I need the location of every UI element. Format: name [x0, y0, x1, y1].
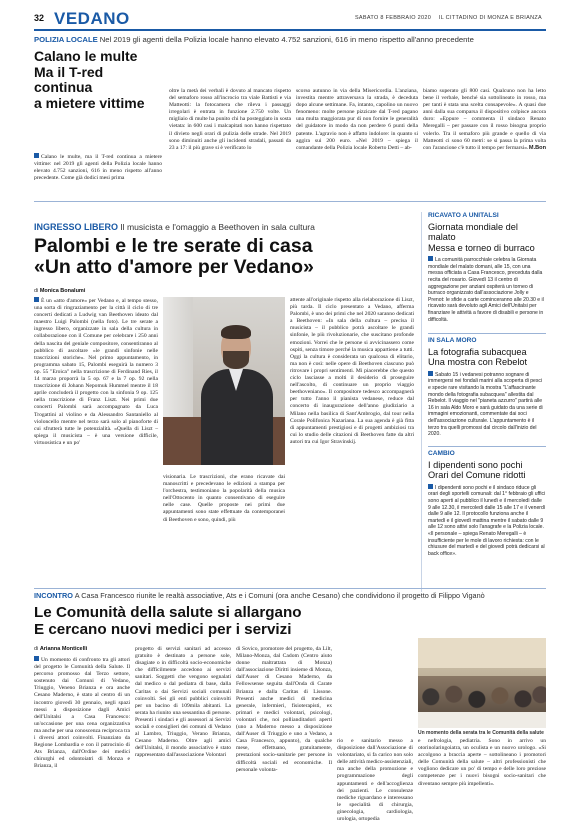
sidebar-kicker: CAMBIO [428, 450, 455, 457]
meeting-photo [418, 638, 546, 728]
sidebar-item [428, 337, 546, 438]
article1-kicker: POLIZIA LOCALE [34, 35, 98, 44]
article2-headline [34, 236, 414, 278]
headline-line: Giornata mondiale del malato [428, 222, 518, 243]
article1-signature: M.Bon [528, 144, 546, 151]
article1-col3: scorso autunno in via della Misericordia. L'anziana, investita mentre attraversava la strada, è deceduta dopo alcune settimane. Fa, intanto, capolino un nuovo fenomeno: molte persone pizzicate dal T-red pagano una multa maggiorata pur di non fornire le generalità del guidatore in modo da non perdere 6 punti della patente. L'agravio non è affatto indolore: in quanto si aggira sui 200 euro. «Nel 2019 – spiega il comandante della Polizia locale Roberto Detti – ab- [296, 88, 418, 151]
photo-beard [223, 351, 249, 369]
article1-col2: oltre la metà dei verbali è dovuto al mancato rispetto del semaforo rosso all'incrocio tra viale Battisti e via Matteotti: la fotocamera che rileva i passaggi irregolari è entrata in funzione 2.750 volte. Un migliaio di multe ha punito chi ha posteggiato in sosta vietata: in 600 casi i malcapitati non hanno rispettato il divieto negli orari di pulizia delle strade. Nel 2019 sono diminuiti anche gli incidenti stradali, passati da 23 a 17: il più grave si è verificato lo [169, 88, 291, 151]
date-text: SABATO 8 FEBBRAIO 2020 [354, 15, 432, 21]
header-rule [34, 29, 546, 31]
sidebar-item [428, 450, 546, 557]
article2-col2: visionaria. Le trascrizioni, che erano ricavate dai manoscritti e precedevano le edizioni a stampa per l'orchestra, testimoniano la popolarità della musica nell'Ottocento in quanto consentivano di eseguire nelle case. Quelle proposte nei primi due appuntamenti sono state effettuate da contemporanei di Beethoven e sono, quindi, più [163, 474, 285, 523]
article2-col3-text: attente all'originale rispetto alla rielaborazione di Liszt, più tarda. Il ciclo presentato a Vedano, afferma Palombi, è uno dei primi che nel 2020 saranno dedicati a Beethoven: «In sala della cultura – precisa il musicista – il pubblico potrà ascoltare le grandi sinfonie, le più rivoluzionarie, che suscitano profonde emozioni. Vorrei che le persone si avvicinassero come ospiti, senza timore perché la musica appartiene a tutti. Oggi la cultura è considerata un qualcosa di elitario, ma non è così: nelle opere di Beethoven ciascuno può ritrovare i propri sentimenti. Mi piacerebbe che questo ciclo lasciasse a molti il desiderio di proseguire nell'ascolto, di continuare un proprio viaggio beethoveniano». Il compositore tedesco accompagnerà per tutto l'anno il pianista vedanese, reduce dal concerto di inaugurazione dell'anno giudiziario a Milano nella basilica di Sant'Ambrogio, dal tour nella Corale Polifonica Nazariana. La sua agenda è già fitta di appuntamenti prestigiosi e di progetti ambiziosi tra cui lo studio delle citazioni di Beethoven fatte da altri autori tra cui Igor Stravinskij. [290, 297, 414, 445]
article3-col1-text: Un momento di confronto tra gli attori del progetto le Comunità della Salute. Il percorso promosso dal Terzo settore, sostenuto dai Comuni di Vedano, Triuggio, Veneno Brianza e ora anche Cesano Maderno, è stato al centro di un incontro giovedì 30 gennaio, negli spazi messi a disposizione dagli Amici dell'Unitalsi a Casa Francesco: un'occasione per una cena organizzativa ma anche per una conoscenza reciproca tra i diversi attori coinvolti. Finanziato da Regione Lombardia e con il patrocinio di Ats Brianza, dall'Ordine dei medici chirurghi ed odontoiatri di Monza e Brianza, il [34, 657, 130, 770]
byline-name: Arianna Monticelli [39, 646, 88, 652]
headline-line: Calano le multe [34, 48, 138, 64]
article3-col4: rio e sanitario messo a disposizione dall'Associazione di volontariato, si fa carico non solo delle attività medico-assistenziali, ma anche della promozione e programmazione degli appuntamenti e dell'accoglienza dei pazienti. Le consulenze mediche riguardano e interessano le specialità di chirurgia, ginecologia, cardiologia, urologia, ortopedia [337, 738, 413, 823]
sidebar-headline [428, 347, 546, 368]
sidebar-body [428, 484, 546, 558]
article2-deck: Il musicista e l'omaggio a Beethoven in sala cultura [120, 222, 315, 232]
headline-line: Palombi e le tre serate di casa [34, 235, 313, 257]
article1-lead-text: Calano le multe, ma il T-red continua a mietere vittime: nel 2019 gli agenti della Polizia locale hanno elevato 4.752 sanzioni, 616 in meno rispetto all'anno precedente. Come già dodici mesi prima [34, 154, 162, 182]
sidebar-body [428, 371, 546, 438]
article2-byline [34, 288, 85, 294]
photo-hair [221, 325, 251, 339]
article1-deck: Nel 2019 gli agenti della Polizia locale hanno elevato 4.752 sanzioni, 616 in meno rispetto all'anno precedente [99, 35, 474, 44]
sidebar-kicker: IN SALA MORO [428, 337, 477, 344]
headline-line: I dipendenti sono pochi [428, 460, 523, 470]
headline-line: Orari del Comune ridotti [428, 470, 526, 481]
section-title: VEDANO [54, 9, 130, 28]
headline-line: Le Comunità della salute si allargano [34, 604, 302, 621]
article3-kicker: INCONTRO [34, 591, 73, 600]
sidebar-kicker: RICAVATO A UNITALSI [428, 212, 499, 219]
bullet-square-icon [428, 484, 433, 489]
bullet-square-icon [34, 153, 39, 158]
bullet-square-icon [34, 656, 39, 661]
divider [428, 333, 546, 334]
sidebar-body-text: Sabato 15 i vedanesi potranno sognare di immergersi nei fondali marini alla scoperta di pesci e specie rare visitando la mostra "L'affascinante mondo della fotografia subacquea" allestita dal Rebelot. Il viaggio nel "pianeta azzurro" partirà alle 16 in sala Aldo Moro e sarà guidato da una serie di immagini emozionanti, commentate dai soci dell'associazione culturale. L'appuntamento è il terzo tra quelli promossi dal circolo dall'inizio del 2020. [428, 371, 543, 438]
article3-deck: A Casa Francesco riunite le realtà associative, Ats e i Comuni (ora anche Cesano) che condividono il progetto di Filippo Viganò [74, 591, 485, 600]
photo-caption: Un momento della serata tra le Comunità della salute [418, 730, 544, 736]
article3-deck-line [34, 591, 546, 600]
sidebar-item [428, 212, 546, 323]
masthead-text: IL CITTADINO DI MONZA E BRIANZA [438, 15, 542, 21]
photo-wall [418, 638, 546, 668]
byline-prefix: di [34, 646, 39, 652]
headline-line: «Un atto d'amore per Vedano» [34, 256, 314, 278]
sidebar-headline [428, 460, 546, 481]
article3-col3: di Sovico, promotore del progetto, da Lilt, Milano-Monza, dal Cadom (Centro aiuto donne maltrattata di Monza) dall'associazione Diritti insieme di Monza, dall'Auser di Cesano Maderno, da Fellowsense seguita dall'Onda di Carate Brianza e dalla Caritas di Lissone. Presenti anche medici di medicina generale, infermieri, fisioterapisti, ex primari e medici volontari, psicologi, volontari che, noi pollianditadori aperti (uno a Maderno messo a disposizione dall'Auser di Triuggio e uno a Vedano, a Casa Francesco, appunto), da qualche mese, effettuano, gratuitamente, prestazioni socio-sanitarie per persone in difficoltà sociali ed economiche. Il personale volonta- [236, 646, 332, 773]
article1-deck-line [34, 35, 546, 44]
article1-lead [34, 153, 162, 193]
bullet-square-icon [428, 256, 433, 261]
header-date [355, 15, 542, 21]
divider [34, 201, 546, 202]
divider [428, 446, 546, 447]
sidebar-headline [428, 222, 546, 253]
byline-prefix: di [34, 288, 39, 294]
headline-line: Messa e torneo di burraco [428, 242, 535, 253]
article1-headline [34, 49, 164, 111]
headline-line: E cercano nuovi medici per i servizi [34, 621, 292, 638]
sidebar-body-text: I dipendenti sono pochi e il sindaco riduce gli orari degli sportelli comunali: dal 1° febbraio gli uffici sono aperti al pubblico il lunedì e il mercoledì dalle 9 alle 12.30, il mercoledì dalle 15 alle 17 e il venerdì dalle 9 alle 12. Il protocollo funziona anche il martedì e il giovedì mattina mentre il sabato dalle 9 alle 12 sono attivi solo l'anagrafe e la Polizia locale. «Il personale – spiega Renato Meregalli – è insufficiente per le mole di lavoro richiesta: con le chiusure del martedì e del giovedì potrà dedicarsi al back office». [428, 484, 546, 557]
page-number: 32 [34, 13, 45, 23]
article3-col5: e nefrologia, pediatria. Sono in arrivo un otorinolaringoiatra, un oculista e un nuovo urologo. «Si accolgono a braccia aperte – sottolineano i promotori delle Comunità della salute – altri professionisti che vogliono dedicare un po' di tempo e delle loro preziose competenze per i nuovi bisogni socio-sanitari che diventano sempre più impellenti». [418, 738, 546, 787]
bullet-square-icon [34, 297, 39, 302]
headline-line: a mietere vittime [34, 94, 145, 111]
headline-line: La fotografia subacquea [428, 347, 527, 357]
sidebar-body-text: La comunità parrocchiale celebra la Giornata mondiale del malato domani, alle 15, con una messa officiata a Casa Francesco, preceduta dalla recita del rosario. Giovedì 13 il centro di aggregazione per anziani ospiterà un torneo di burraco organizzato dall'associazione Jolly e Prenot: le sfide a carte cominceranno alle 20.30 e il ricavato sarà devoluto agli Amici dell'Unitalsi per finanziare le attività a favore di disabili e persone in difficoltà. [428, 257, 544, 323]
article3-headline [34, 604, 414, 638]
article1-col4 [423, 88, 546, 193]
article3-col2: progetto di servizi sanitari ad accesso gratuito è destinato a persone sole, disagiate o in difficoltà socio-economiche che difficilmente accedono ai servizi sanitari. Soggetti che vengono segnalati dal medico o dal pediatra di base, dalla Caritas o dai Servizi sociali comunali coinvolti. Sei gli enti pubblici coinvolti per un bacino di 109mila abitanti. La serata ha riunito una sessantina di persone. Presenti i sindaci e gli assessori ai Servizi sociali e consiglieri dei comuni di Vedano al Lambro, Triuggio, Verano Brianza, Cesano Maderno. Oltre agli amici dell'Unitalsi, il mondo associativo è stato rappresentato dall'associazione Volontari [135, 646, 231, 759]
bullet-square-icon [428, 371, 433, 376]
byline-name: Monica Bonalumi [39, 288, 86, 294]
photo-table [418, 712, 546, 728]
headline-line: Ma il T-red continua [34, 63, 104, 95]
divider [34, 588, 546, 589]
article3-col1 [34, 656, 130, 810]
headline-line: Una mostra con Rebelot [428, 357, 528, 368]
article2-col1-text: È un «atto d'amore» per Vedano e, al tempo stesso, una sorta di ringraziamento per la città il ciclo di tre concerti dedicati a Ludwig van Beethoven ideato dal maestro Luigi Palombi (nella foto). Le tre serate a ingresso libero, organizzate in sala della cultura in collaborazione con il Comune per celebrare i 250 anni della nascita del geniale compositore, consentiranno al pubblico di ascoltare «le grandi sinfonie nelle trascrizioni storiche». Nel primo appuntamento, in programma sabato 15, Palombi eseguirà la numero 3 op. 55 "Eroica" nella trascrizione di Ferdinand Ries, il 14 marzo proporrà la 5 op. 67 e la 7 op. 92 nella trascrizione di Johann Nepomuk Hummel mentre il 18 aprile concluderà il progetto con la sinfonia 9 op. 125 nella trascrizione di Franz Liszt. Nei primi due concerti Palombi sarà accompagnato da Luca Trogattini al violino e da Alessandro Santaniello al violoncello mentre nel terzo sarà solo al pianoforte di cui sfrutterà tutte le potenzialità. «Quella di Liszt – spiega il musicista – è una versione difficile, virtuosistica e un po' [34, 298, 158, 446]
sidebar-body [428, 256, 546, 323]
article2-kicker: INGRESSO LIBERO [34, 222, 119, 232]
article-polizia [34, 35, 546, 195]
article1-deck-line [34, 222, 414, 232]
palombi-photo [163, 297, 285, 465]
article3-byline [34, 646, 87, 652]
sidebar-divider [421, 212, 422, 592]
article1-col4-text: biamo superato gli 800 casi. Qualcuno non ha letto bene il verbale, benché sia sottolineato in rosso, ma per tanti è stata una scelta consapevole». A quasi due anni dalla sua comparsa il dispositivo colpisce ancora duro: «Eppure – commenta il sindaco Renato Meregalli – per passare con il rosso bisogna proprio volerlo. Tra il semaforo più grande e quello di via Matteotti ci sono 60 metri: se si passa la prima volta con l'arancione c'è tutto il tempo per fermarsi». [423, 88, 546, 151]
